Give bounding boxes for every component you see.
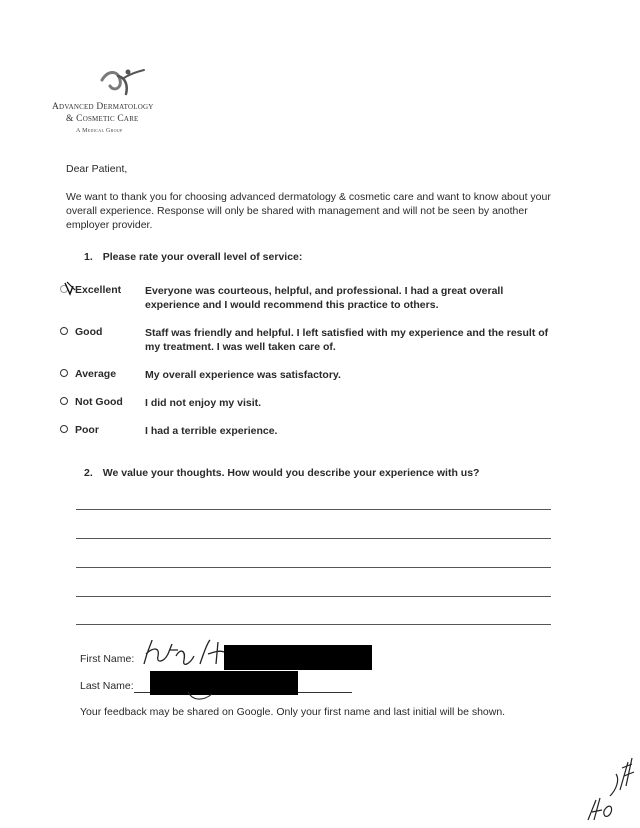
option-poor[interactable] — [60, 424, 140, 436]
option-excellent-description: Everyone was courteous, helpful, and professional. I had a great overall experience and I would recommend this practice to others. — [145, 285, 504, 311]
logo-line-3: A Medical Group — [76, 128, 123, 134]
question-2-text: We value your thoughts. How would you describe your experience with us? — [102, 467, 480, 479]
intro-paragraph: We want to thank you for choosing advanced dermatology & cosmetic care and want to know about your overall experience. Response will only be shared with management and will not be seen by another employer provider. — [66, 191, 551, 231]
option-not-good[interactable] — [60, 396, 140, 408]
option-not-good-description: I did not enjoy my visit. — [145, 397, 262, 409]
answer-line[interactable] — [76, 596, 551, 597]
footer-note: Your feedback may be shared on Google. Only your first name and last initial will be shown. — [80, 706, 506, 718]
answer-line[interactable] — [76, 509, 551, 510]
first-name-label: First Name: — [80, 653, 135, 665]
answer-line[interactable] — [76, 538, 551, 539]
redaction-block — [224, 645, 372, 670]
answer-line[interactable] — [76, 624, 551, 625]
clinic-logo-icon — [100, 66, 150, 96]
radio-circle-icon[interactable] — [60, 397, 68, 405]
option-label: Not Good — [75, 396, 123, 408]
redaction-block — [150, 671, 298, 695]
radio-circle-icon[interactable] — [60, 425, 68, 433]
option-label: Average — [75, 368, 117, 380]
answer-line[interactable] — [76, 567, 551, 568]
option-label: Good — [75, 326, 103, 338]
radio-circle-icon[interactable] — [60, 369, 68, 377]
option-good-description: Staff was friendly and helpful. I left satisfied with my experience and the result of my treatment. I was well taken care of. — [145, 327, 549, 353]
option-poor-description: I had a terrible experience. — [145, 425, 278, 437]
clinic-logo — [52, 66, 200, 146]
handwritten-check-icon — [64, 280, 78, 296]
option-label: Poor — [75, 424, 99, 436]
question-2 — [84, 467, 479, 479]
logo-line-2: & Cosmetic Care — [66, 114, 139, 124]
last-name-handwriting-tail — [186, 690, 216, 704]
question-2-number: 2. — [84, 467, 93, 479]
first-name-handwriting — [138, 634, 238, 674]
handwritten-initials-mark — [580, 750, 636, 824]
logo-line-1: Advanced Dermatology — [52, 102, 154, 112]
greeting: Dear Patient, — [66, 163, 128, 175]
question-1 — [84, 251, 302, 263]
option-good[interactable] — [60, 326, 140, 338]
last-name-label: Last Name: — [80, 680, 134, 692]
option-average-description: My overall experience was satisfactory. — [145, 369, 341, 381]
question-1-number: 1. — [84, 251, 93, 263]
question-1-text: Please rate your overall level of service: — [102, 251, 303, 263]
option-average[interactable] — [60, 368, 140, 380]
option-label: Excellent — [75, 284, 122, 296]
option-excellent[interactable] — [60, 284, 140, 296]
radio-circle-icon[interactable] — [60, 327, 68, 335]
